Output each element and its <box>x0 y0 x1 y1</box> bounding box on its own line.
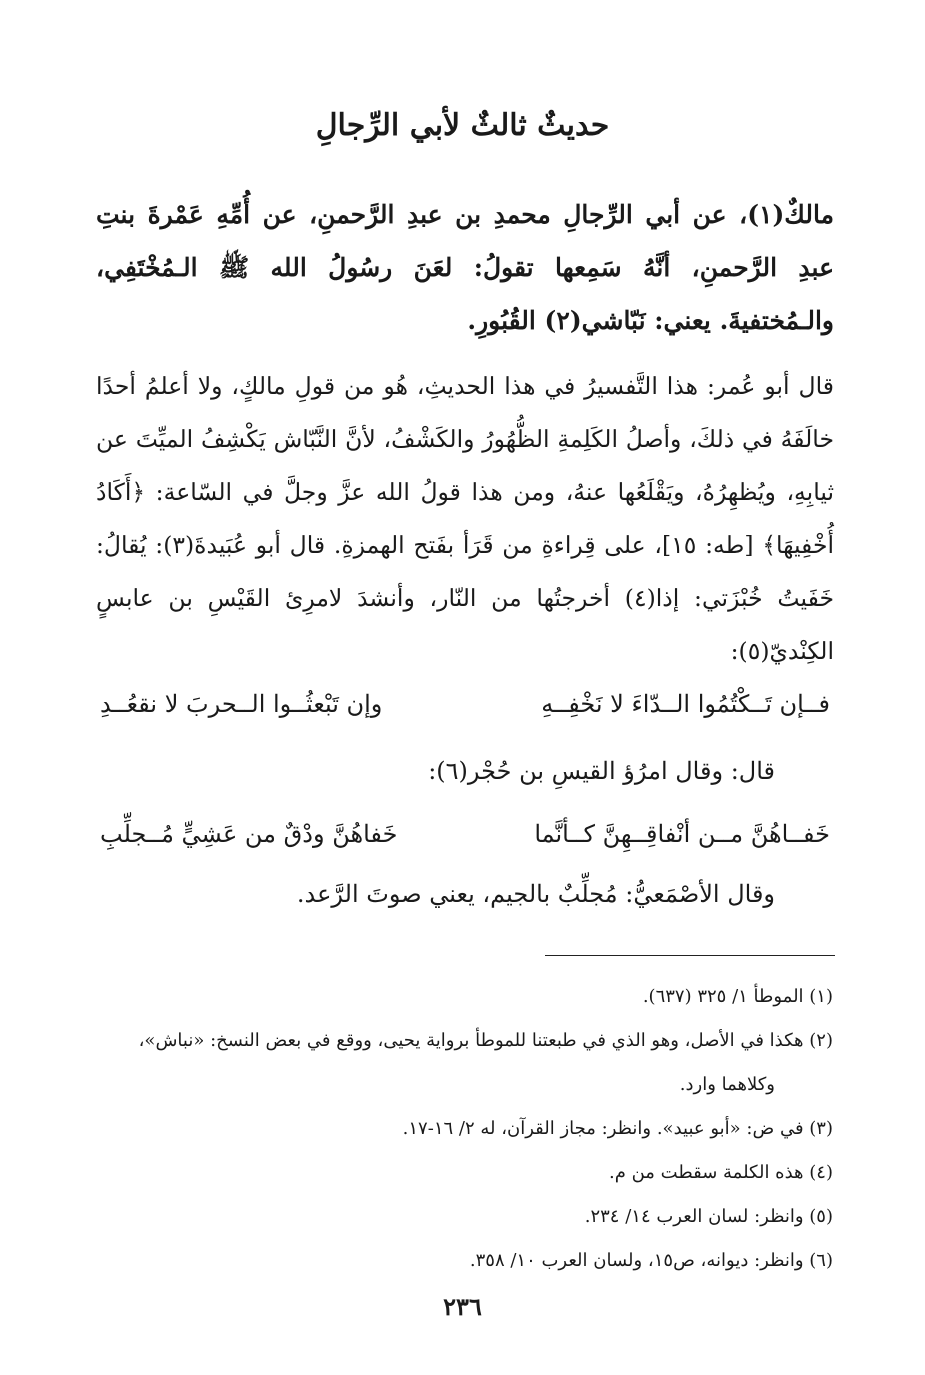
verse-1-first-hemistich: فــإن تَــكْتُمُوا الــدّاءَ لا نَخْفِــهِ <box>541 690 830 718</box>
footnote-item: (١) الموطأ ١/ ٣٢٥ (٦٣٧). <box>642 986 833 1007</box>
footnote-item: (٢) هكذا في الأصل، وهو الذي في طبعتنا للموطأ برواية يحيى، ووقع في بعض النسخ: «نباش»، <box>138 1030 833 1051</box>
footnote-item: (٦) وانظر: ديوانه، ص١٥، ولسان العرب ١٠/ ٣٥٨. <box>469 1250 833 1271</box>
poetry-verse-2 <box>100 820 830 870</box>
footnotes-list <box>90 975 833 1283</box>
footnote-item: (٣) في ض: «أبو عبيد». وانظر: مجاز القرآن، له ٢/ ١٦-١٧. <box>402 1118 833 1139</box>
hadith-text: مالكٌ(١)، عن أبي الرِّجالِ محمدِ بن عبدِ الرَّحمنِ، عن أُمِّهِ عَمْرةَ بنتِ عبدِ الرَّحمنِ، أنَّهُ سَمِعها تقولُ: لعَنَ رسُولُ الله ﷺ الـمُخْتَفِي، والـمُختفيةَ. يعني: نَبّاشي(٢) القُبُورِ. <box>96 200 834 335</box>
page-number: ٢٣٦ <box>443 1292 482 1321</box>
verse-2-second-hemistich: خَفاهُنَّ ودْقٌ من عَشِيٍّ مُــجلِّبِ <box>100 820 398 848</box>
commentary-text: قال أبو عُمر: هذا التَّفسيرُ في هذا الحديثِ، هُو من قولِ مالكٍ، ولا أعلمُ أحدًا خالَفَهُ في ذلكَ، وأصلُ الكَلِمةِ الظُّهُورُ والكَشْفُ، لأنَّ النَّبّاش يَكْشِفُ الميِّتَ عن ثيابِهِ، ويُظهِرُهُ، ويَقْلَعُها عنهُ، ومن هذا قولُ الله عزَّ وجلَّ في السّاعة: ﴿أَكَادُ أُخْفِيهَا﴾ [طه: ١٥]، على قِراءةِ من قَرَأ بفَتح الهمزةِ. قال أبو عُبَيدةَ(٣): يُقالُ: خَفَيتُ خُبْزَتي: إذا(٤) أخرجتُها من النّار، وأنشدَ لامرِئ القَيْسِ بن عابسٍ الكِنْديّ(٥): <box>96 372 835 665</box>
closing-line: وقال الأصْمَعيُّ: مُجلِّبٌ بالجيم، يعني صوتَ الرَّعد. <box>296 880 775 908</box>
page-title: حديثٌ ثالثٌ لأبي الرِّجالِ <box>315 108 610 143</box>
verse-1-second-hemistich: وإن تَبْعثُــوا الــحربَ لا نقعُــدِ <box>100 690 383 718</box>
footnote-item: (٥) وانظر: لسان العرب ١٤/ ٢٣٤. <box>584 1206 833 1227</box>
footnote-divider <box>545 955 835 956</box>
poetry-verse-1 <box>100 690 830 740</box>
footnote-continuation: وكلاهما وارد. <box>679 1074 775 1095</box>
narration-line: قال: وقال امرُؤ القيسِ بن حُجْر(٦): <box>428 757 775 785</box>
verse-2-first-hemistich: خَفــاهُنَّ مــن أنْفاقِــهِنَّ كــأنَّما <box>534 820 830 848</box>
footnote-item: (٤) هذه الكلمة سقطت من م. <box>609 1162 833 1183</box>
